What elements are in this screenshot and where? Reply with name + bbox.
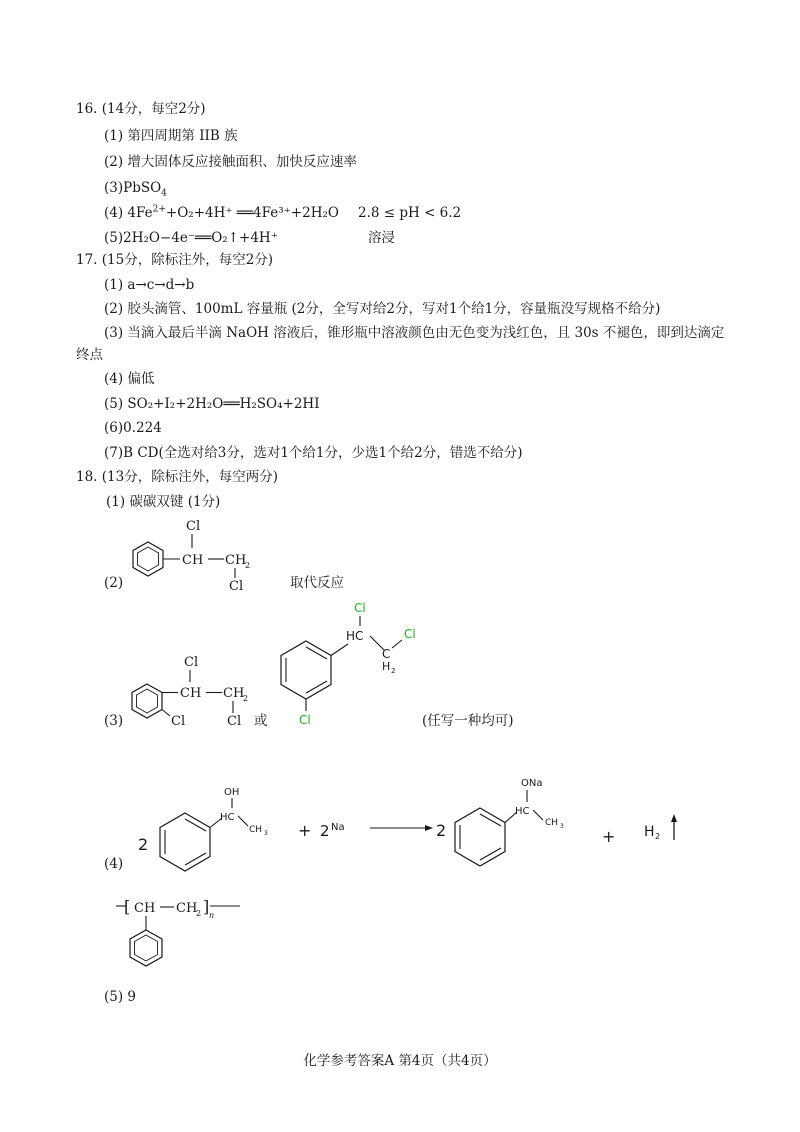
chem-sub2: 2	[243, 694, 249, 703]
q17-answer-3-line1: (3) 当滴入最后半滴 NaOH 溶液后，锥形瓶中溶液颜色由无色变为浅红色，且 30s 不褪色，即到达滴定	[104, 325, 725, 341]
chem-sub2: 2	[196, 909, 202, 918]
chem-bracket: ]	[203, 897, 210, 916]
chem-na: Na	[331, 822, 345, 833]
q17-answer-1: (1) a→c→d→b	[104, 277, 195, 293]
chem-ona: ONa	[521, 778, 543, 789]
q16-heading: 16. (14分，每空2分)	[76, 101, 206, 117]
chem-coefficient: 2	[436, 821, 447, 840]
chem-sub3: 3	[264, 830, 268, 837]
chem-ch3: CH	[249, 825, 263, 835]
structure-polystyrene	[110, 896, 270, 986]
q16-answer-5-note: 溶浸	[368, 230, 395, 246]
chem-cl-green: Cl	[299, 713, 311, 727]
q18-answer-2-note: 取代反应	[290, 575, 344, 591]
q18-answer-3-note: (任写一种均可)	[422, 713, 514, 729]
q17-answer-6: (6)0.224	[104, 420, 162, 436]
q17-answer-3-line2: 终点	[76, 347, 103, 363]
chem-plus: +	[298, 821, 312, 840]
chem-n: n	[209, 911, 215, 920]
q16-answer-1: (1) 第四周期第 IIB 族	[104, 128, 238, 144]
q16-a3-text: (3)PbSO	[104, 180, 162, 196]
chem-oh: OH	[224, 787, 240, 798]
chem-sub2: 2	[245, 561, 251, 570]
q16-ph-range: 2.8 ≤ pH < 6.2	[358, 205, 462, 221]
chem-ch3: CH	[545, 818, 559, 828]
chem-hydrogen: H	[644, 824, 655, 840]
page-footer: 化学参考答案A 第4页（共4页）	[303, 1053, 497, 1069]
chem-hc: HC	[220, 812, 235, 823]
reaction-sodium-alcohol	[130, 770, 700, 870]
q18-answer-5: (5) 9	[104, 989, 137, 1005]
chem-sub2: 2	[655, 832, 661, 841]
chem-plus: +	[602, 827, 616, 846]
chem-ch2: CH	[176, 901, 198, 916]
q18-answer-3-label: (3)	[104, 713, 124, 729]
chem-coefficient: 2	[320, 822, 330, 840]
chem-sub2: 2	[391, 667, 396, 675]
chem-ch: CH	[180, 686, 202, 701]
q17-heading: 17. (15分，除标注外，每空2分)	[76, 252, 274, 268]
chem-coefficient: 2	[138, 835, 149, 854]
chem-c: C	[382, 647, 391, 661]
chem-h2: H	[382, 660, 391, 673]
chem-cl-green: Cl	[354, 601, 366, 615]
q16-a4-label: (4) 4Fe	[104, 205, 153, 221]
chem-ch2: CH	[225, 553, 247, 568]
chem-ch: CH	[182, 553, 204, 568]
q18-answer-1: (1) 碳碳双键 (1分)	[106, 494, 221, 510]
q17-answer-5: (5) SO₂+I₂+2H₂O══H₂SO₄+2HI	[104, 396, 320, 412]
chem-hc: HC	[346, 629, 364, 643]
q16-a4-equation: +O₂+4H⁺ ══4Fe³⁺+2H₂O	[165, 205, 339, 221]
q16-answer-3	[104, 179, 167, 197]
q18-answer-2-label: (2)	[104, 575, 124, 591]
q16-answer-4: (4) $4Fe^{2+}+O_2+4H^+$ ══4Fe³⁺+2H₂O	[104, 204, 339, 221]
q16-answer-2: (2) 增大固体反应接触面积、加快反应速率	[104, 154, 357, 170]
chem-sub3: 3	[560, 823, 564, 830]
structure-meta-chloro	[278, 596, 438, 756]
chem-hc: HC	[515, 806, 530, 817]
chem-bracket: [	[124, 897, 131, 916]
q17-answer-7: (7)B CD(全选对给3分，选对1个给1分，少选1个给2分，错选不给分)	[104, 445, 523, 461]
q18-answer-4-label: (4)	[104, 856, 124, 872]
chem-cl: Cl	[229, 579, 244, 594]
q16-a3-sub: 4	[161, 188, 167, 199]
q18-heading: 18. (13分，除标注外，每空两分)	[76, 469, 278, 485]
chem-cl: Cl	[186, 519, 201, 534]
q18-answer-3-or: 或	[254, 713, 268, 729]
chem-ch2: CH	[223, 686, 245, 701]
q17-answer-2: (2) 胶头滴管、100mL 容量瓶 (2分，全写对给2分，写对1个给1分，容量瓶没写规格不给分)	[104, 301, 661, 317]
chem-cl: Cl	[227, 714, 242, 729]
q16-answer-5: (5)2H₂O−4e⁻══O₂↑+4H⁺	[104, 230, 278, 246]
q17-answer-4: (4) 偏低	[104, 371, 155, 387]
structure-dichloroethylbenzene	[120, 510, 280, 600]
chem-ch: CH	[134, 901, 156, 916]
chem-cl: Cl	[171, 714, 186, 729]
chem-cl: Cl	[184, 655, 199, 670]
chem-cl-green: Cl	[404, 627, 416, 641]
